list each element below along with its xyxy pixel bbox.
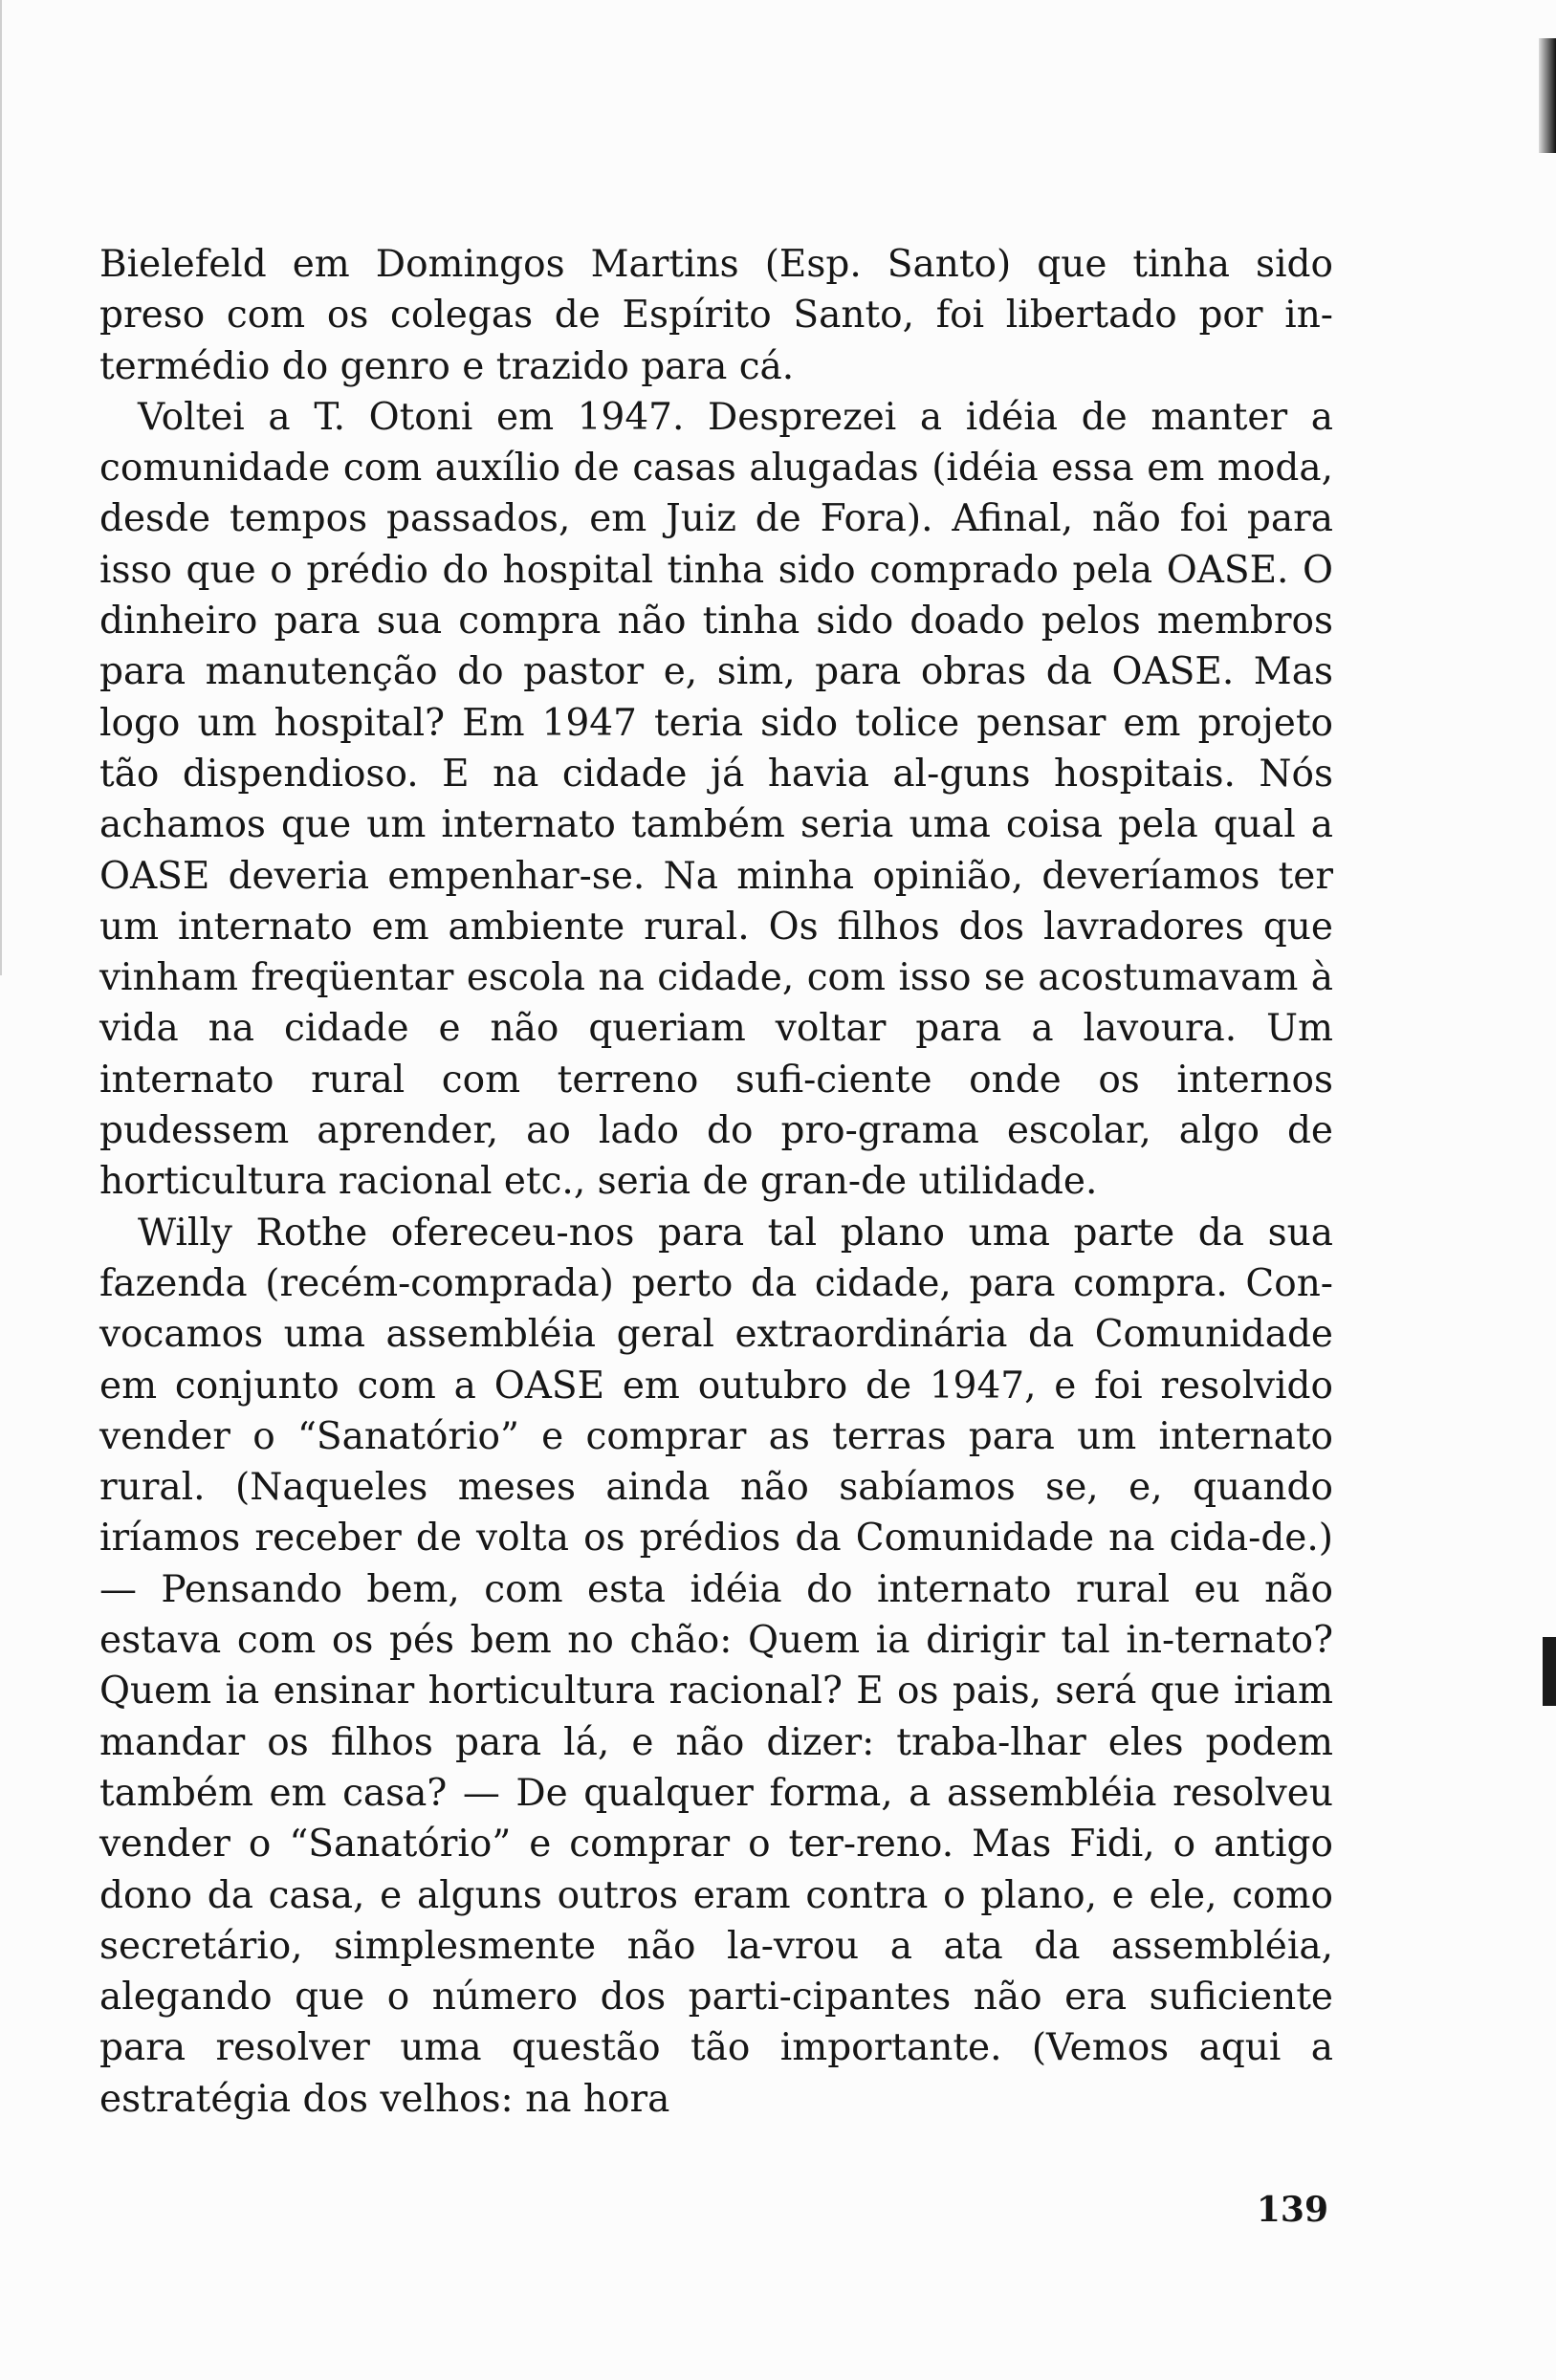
page-edge-mark — [1543, 1637, 1556, 1706]
body-text — [99, 239, 1333, 2125]
paragraph-continuation: Bielefeld em Domingos Martins (Esp. Santo) que tinha sido preso com os colegas de Espírito Santo, foi libertado por in-termédio do genro e trazido para cá. — [99, 243, 1333, 388]
paragraph-otoni-1947: Voltei a T. Otoni em 1947. Desprezei a idéia de manter a comunidade com auxílio de casas alugadas (idéia essa em moda, desde tempos passados, em Juiz de Fora). Afinal, não foi para isso que o prédio do hospital tinha sido comprado pela OASE. O dinheiro para sua compra não tinha sido doado pelos membros para manutenção do pastor e, sim, para obras da OASE. Mas logo um hospital? Em 1947 teria sido tolice pensar em projeto tão dispendioso. E na cidade já havia al-guns hospitais. Nós achamos que um internato também seria uma coisa pela qual a OASE deveria empenhar-se. Na minha opinião, deveríamos ter um internato em ambiente rural. Os filhos dos lavradores que vinham freqüentar escola na cidade, com isso se acostumavam à vida na cidade e não queriam voltar para a lavoura. Um internato rural com terreno sufi-ciente onde os internos pudessem aprender, ao lado do pro-grama escolar, algo de horticultura racional etc., seria de gran-de utilidade. — [99, 395, 1333, 1204]
paragraph-willy-rothe: Willy Rothe ofereceu-nos para tal plano uma parte da sua fazenda (recém-comprada) perto da cidade, para compra. Con-vocamos uma assembléia geral extraordinária da Comunidade em conjunto com a OASE em outubro de 1947, e foi resolvido vender o “Sanatório” e comprar as terras para um internato rural. (Naqueles meses ainda não sabíamos se, e, quando iríamos receber de volta os prédios da Comunidade na cida-de.) — Pensando bem, com esta idéia do internato rural eu não estava com os pés bem no chão: Quem ia dirigir tal in-ternato? Quem ia ensinar horticultura racional? E os pais, será que iriam mandar os filhos para lá, e não dizer: traba-lhar eles podem também em casa? — De qualquer forma, a assembléia resolveu vender o “Sanatório” e comprar o ter-reno. Mas Fidi, o antigo dono da casa, e alguns outros eram contra o plano, e ele, como secretário, simplesmente não la-vrou a ata da assembléia, alegando que o número dos parti-cipantes não era suficiente para resolver uma questão tão importante. (Vemos aqui a estratégia dos velhos: na hora — [99, 1211, 1333, 2121]
page-edge-line — [0, 0, 2, 841]
page-edge-shadow — [1539, 38, 1556, 153]
page-edge-line — [0, 841, 2, 975]
page-number: 139 — [1256, 2190, 1328, 2230]
